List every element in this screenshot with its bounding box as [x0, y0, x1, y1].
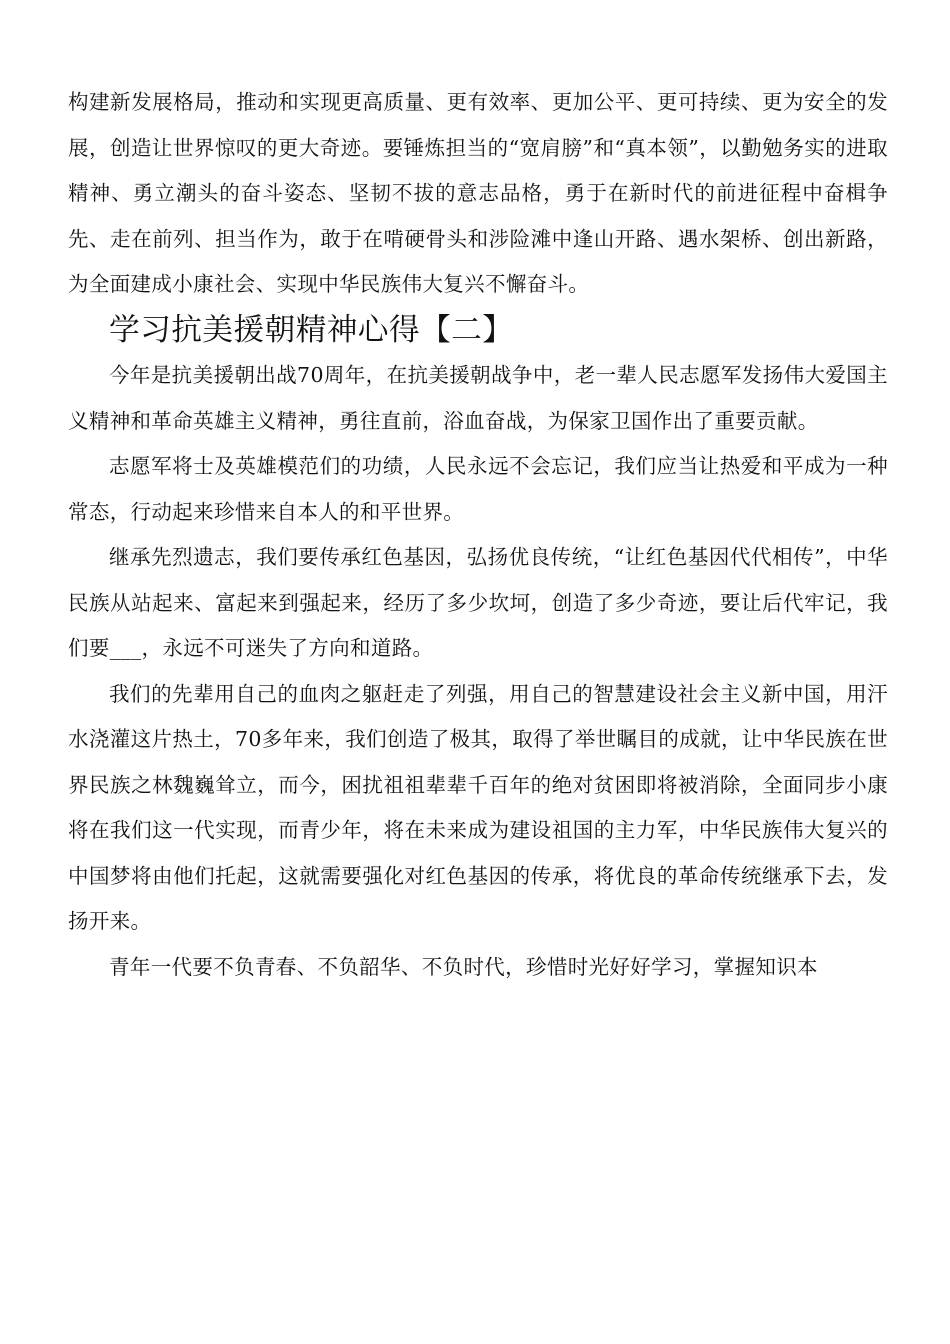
document-body — [68, 80, 888, 990]
paragraph-volunteers: 志愿军将士及英雄模范们的功绩，人民永远不会忘记，我们应当让热爱和平成为一种常态，行动起来珍惜来自本人的和平世界。 — [68, 454, 888, 524]
paragraph-youth: 青年一代要不负青春、不负韶华、不负时代，珍惜时光好好学习，掌握知识本 — [109, 954, 818, 979]
paragraph-ancestors: 我们的先辈用自己的血肉之躯赶走了列强，用自己的智慧建设社会主义新中国，用汗水浇灌这片热土，70多年来，我们创造了极其，取得了举世瞩目的成就，让中华民族在世界民族之林魏巍耸立，而今，困扰祖祖辈辈千百年的绝对贫困即将被消除，全面同步小康将在我们这一代实现，而青少年，将在未来成为建设祖国的主力军，中华民族伟大复兴的中国梦将由他们托起，这就需要强化对红色基因的传承，将优良的革命传统继承下去，发扬开来。 — [68, 681, 888, 933]
paragraph-red-gene: 继承先烈遗志，我们要传承红色基因，弘扬优良传统，“让红色基因代代相传”，中华民族从站起来、富起来到强起来，经历了多少坎坷，创造了多少奇迹，要让后代牢记，我们要___，永远不可迷失了方向和道路。 — [68, 545, 888, 660]
section-heading: 学习抗美援朝精神心得【二】 — [109, 311, 514, 348]
paragraph-continued: 构建新发展格局，推动和实现更高质量、更有效率、更加公平、更可持续、更为安全的发展，创造让世界惊叹的更大奇迹。要锤炼担当的“宽肩膀”和“真本领”，以勤勉务实的进取精神、勇立潮头的奋斗姿态、坚韧不拔的意志品格，勇于在新时代的前进征程中奋楫争先、走在前列、担当作为，敢于在啃硬骨头和涉险滩中逢山开路、遇水架桥、创出新路，为全面建成小康社会、实现中华民族伟大复兴不懈奋斗。 — [68, 90, 888, 296]
paragraph-anniversary: 今年是抗美援朝出战70周年，在抗美援朝战争中，老一辈人民志愿军发扬伟大爱国主义精神和革命英雄主义精神，勇往直前，浴血奋战，为保家卫国作出了重要贡献。 — [68, 363, 888, 433]
